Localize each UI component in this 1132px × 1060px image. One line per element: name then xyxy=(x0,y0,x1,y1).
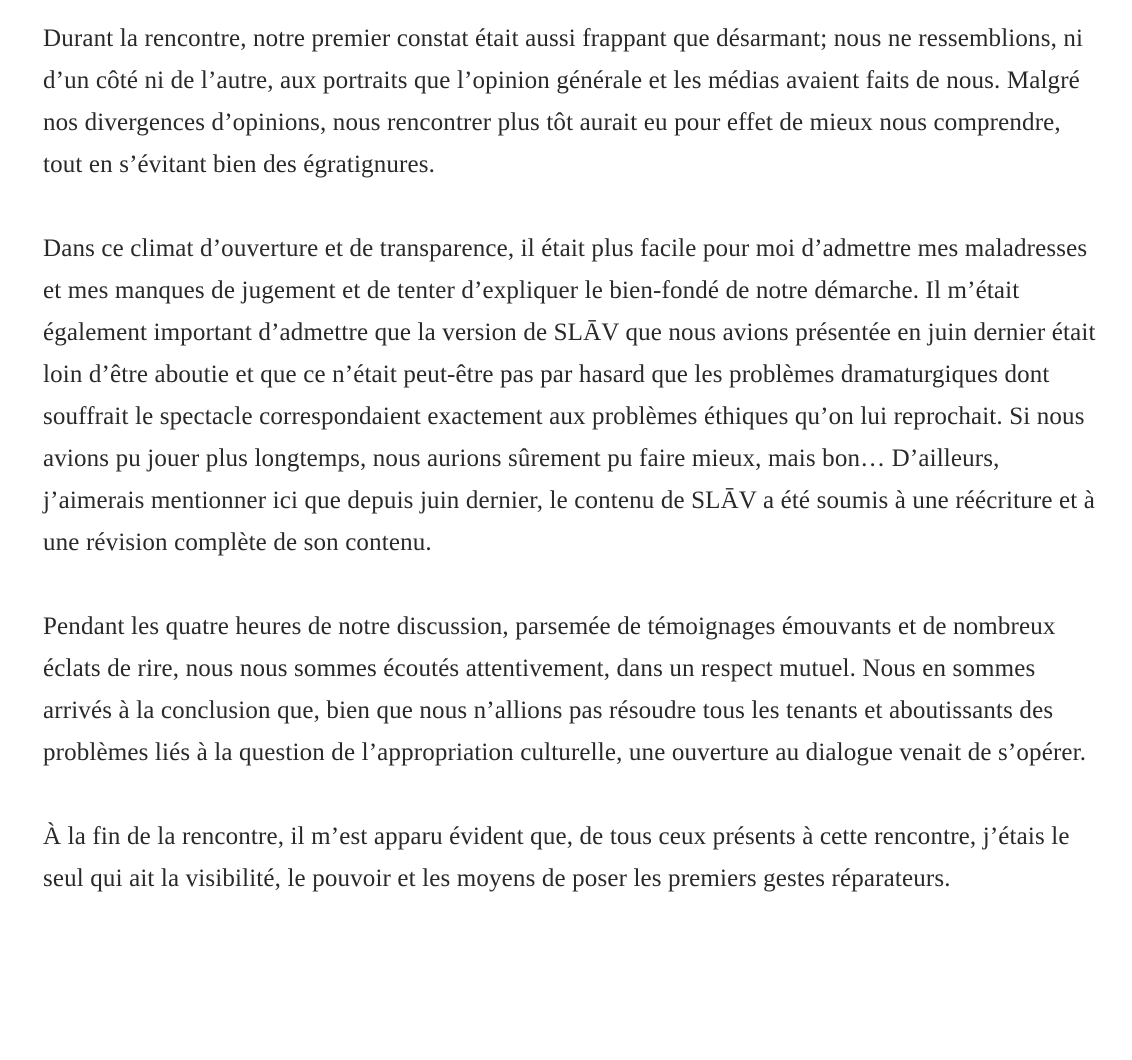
article-body xyxy=(43,18,1105,942)
paragraph-fin-rencontre: À la fin de la rencontre, il m’est apparu évident que, de tous ceux présents à cette rencontre, j’étais le seul qui ait la visibilité, le pouvoir et les moyens de poser les premiers gestes réparateurs. xyxy=(43,823,1070,892)
paragraph-climat-ouverture: Dans ce climat d’ouverture et de transparence, il était plus facile pour moi d’admettre mes maladresses et mes manques de jugement et de tenter d’expliquer le bien-fondé de notre démarche. Il m’était également important d’admettre que la version de SLĀV que nous avions présentée en juin dernier était loin d’être aboutie et que ce n’était peut-être pas par hasard que les problèmes dramaturgiques dont souffrait le spectacle correspondaient exactement aux problèmes éthiques qu’on lui reprochait. Si nous avions pu jouer plus longtemps, nous aurions sûrement pu faire mieux, mais bon… D’ailleurs, j’aimerais mentionner ici que depuis juin dernier, le contenu de SLĀV a été soumis à une réécriture et à une révision complète de son contenu. xyxy=(43,235,1096,556)
paragraph-rencontre-constat: Durant la rencontre, notre premier constat était aussi frappant que désarmant; nous ne ressemblions, ni d’un côté ni de l’autre, aux portraits que l’opinion générale et les médias avaient faits de nous. Malgré nos divergences d’opinions, nous rencontrer plus tôt aurait eu pour effet de mieux nous comprendre, tout en s’évitant bien des égratignures. xyxy=(43,25,1084,178)
paragraph-quatre-heures: Pendant les quatre heures de notre discussion, parsemée de témoignages émouvants et de nombreux éclats de rire, nous nous sommes écoutés attentivement, dans un respect mutuel. Nous en sommes arrivés à la conclusion que, bien que nous n’allions pas résoudre tous les tenants et aboutissants des problèmes liés à la question de l’appropriation culturelle, une ouverture au dialogue venait de s’opérer. xyxy=(43,613,1087,766)
